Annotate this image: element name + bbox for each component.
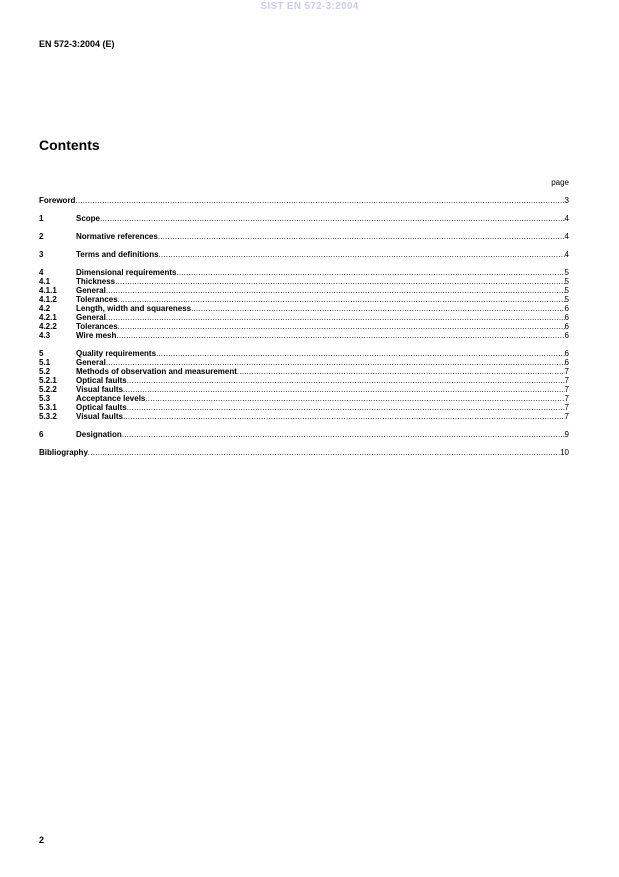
toc-entry-title: General (76, 286, 106, 295)
toc-entry-title: Dimensional requirements (76, 268, 177, 277)
toc-entry-title: Bibliography (39, 448, 88, 457)
toc-entry-number: 5.3.1 (39, 403, 57, 412)
toc-entry-title: Visual faults (76, 412, 123, 421)
toc-entry-title: Thickness (76, 277, 116, 286)
toc-entry-title: General (76, 358, 106, 367)
toc-entry-title: Foreword (39, 196, 76, 205)
toc-entry-page: 6 (564, 331, 569, 340)
toc-leader-dots (106, 286, 565, 295)
toc-entry-page: 7 (564, 376, 569, 385)
toc-leader-dots (100, 214, 565, 223)
toc-leader-dots (158, 232, 565, 241)
watermark: SIST EN 572-3:2004 (260, 1, 359, 12)
toc-entry-foreword[interactable] (39, 196, 569, 205)
toc-entry-page: 6 (564, 313, 569, 322)
toc-entry-title: Scope (76, 214, 101, 223)
toc-entry-page: 4 (564, 250, 569, 259)
toc-entry-page: 6 (564, 358, 569, 367)
toc-entry-page: 3 (564, 196, 569, 205)
toc-entry-5-2-2[interactable] (39, 385, 569, 394)
toc-entry-page: 6 (564, 349, 569, 358)
toc-entry-title: Visual faults (76, 385, 123, 394)
toc-leader-dots (75, 196, 564, 205)
toc-entry-4-1-2[interactable] (39, 295, 569, 304)
toc-leader-dots (159, 250, 565, 259)
document-id: EN 572-3:2004 (E) (39, 39, 115, 49)
toc-entry-title: Methods of observation and measurement (76, 367, 237, 376)
toc-entry-page: 4 (564, 232, 569, 241)
toc-leader-dots (106, 358, 565, 367)
toc-entry-page: 5 (564, 286, 569, 295)
toc-entry-title: Quality requirements (76, 349, 157, 358)
page-column-label: page (551, 178, 569, 187)
toc-entry-page: 7 (564, 403, 569, 412)
toc-entry-page: 10 (560, 448, 569, 457)
toc-entry-number: 4.2.1 (39, 313, 57, 322)
toc-leader-dots (116, 331, 564, 340)
toc-entry-title: Length, width and squareness (76, 304, 192, 313)
toc-entry-title: Optical faults (76, 376, 127, 385)
toc-entry-3[interactable] (39, 250, 569, 259)
toc-entry-4-2-1[interactable] (39, 313, 569, 322)
toc-leader-dots (115, 277, 564, 286)
toc-entry-number: 4.3 (39, 331, 51, 340)
toc-entry-number: 4.2 (39, 304, 51, 313)
toc-leader-dots (156, 349, 565, 358)
toc-entry-1[interactable] (39, 214, 569, 223)
table-of-contents (39, 196, 569, 457)
toc-entry-page: 7 (564, 367, 569, 376)
toc-entry-number: 1 (39, 214, 44, 223)
toc-entry-number: 6 (39, 430, 44, 439)
toc-entry-number: 5.3.2 (39, 412, 57, 421)
toc-entry-4[interactable] (39, 268, 569, 277)
toc-entry-page: 5 (564, 277, 569, 286)
toc-entry-page: 7 (564, 394, 569, 403)
toc-entry-number: 5 (39, 349, 44, 358)
toc-entry-number: 5.1 (39, 358, 51, 367)
toc-leader-dots (118, 295, 565, 304)
toc-entry-5-3-2[interactable] (39, 412, 569, 421)
toc-entry-page: 7 (564, 385, 569, 394)
toc-entry-2[interactable] (39, 232, 569, 241)
toc-entry-4-2[interactable] (39, 304, 569, 313)
toc-entry-number: 3 (39, 250, 44, 259)
toc-entry-4-2-2[interactable] (39, 322, 569, 331)
toc-entry-page: 7 (564, 412, 569, 421)
toc-entry-number: 5.2 (39, 367, 51, 376)
toc-leader-dots (176, 268, 564, 277)
toc-entry-title: Normative references (76, 232, 158, 241)
toc-entry-number: 4.1.1 (39, 286, 57, 295)
toc-leader-dots (118, 322, 565, 331)
toc-entry-5-2[interactable] (39, 367, 569, 376)
page-number: 2 (39, 835, 45, 845)
toc-leader-dots (127, 376, 565, 385)
toc-entry-4-3[interactable] (39, 331, 569, 340)
toc-entry-5[interactable] (39, 349, 569, 358)
toc-entry-page: 9 (564, 430, 569, 439)
toc-entry-page: 6 (564, 304, 569, 313)
contents-title: Contents (39, 137, 100, 153)
toc-entry-5-3[interactable] (39, 394, 569, 403)
toc-entry-title: Wire mesh (76, 331, 117, 340)
toc-entry-title: General (76, 313, 106, 322)
toc-entry-number: 4 (39, 268, 44, 277)
toc-entry-5-2-1[interactable] (39, 376, 569, 385)
toc-entry-page: 5 (564, 268, 569, 277)
toc-entry-page: 4 (564, 214, 569, 223)
toc-entry-number: 5.2.2 (39, 385, 57, 394)
toc-entry-page: 6 (564, 322, 569, 331)
toc-entry-number: 2 (39, 232, 44, 241)
toc-leader-dots (237, 367, 565, 376)
toc-leader-dots (122, 430, 565, 439)
toc-leader-dots (127, 403, 565, 412)
toc-entry-number: 5.2.1 (39, 376, 57, 385)
toc-leader-dots (106, 313, 565, 322)
toc-entry-title: Tolerances (76, 295, 118, 304)
toc-leader-dots (145, 394, 564, 403)
toc-leader-dots (123, 385, 565, 394)
toc-entry-number: 4.2.2 (39, 322, 57, 331)
toc-entry-title: Tolerances (76, 322, 118, 331)
toc-entry-number: 4.1.2 (39, 295, 57, 304)
toc-entry-title: Optical faults (76, 403, 127, 412)
toc-entry-5-1[interactable] (39, 358, 569, 367)
toc-entry-bibliography[interactable] (39, 448, 569, 457)
toc-entry-4-1-1[interactable] (39, 286, 569, 295)
toc-entry-title: Designation (76, 430, 122, 439)
toc-entry-title: Terms and definitions (76, 250, 159, 259)
toc-entry-6[interactable] (39, 430, 569, 439)
toc-entry-title: Acceptance levels (76, 394, 146, 403)
toc-entry-5-3-1[interactable] (39, 403, 569, 412)
toc-leader-dots (191, 304, 564, 313)
toc-leader-dots (88, 448, 560, 457)
toc-entry-4-1[interactable] (39, 277, 569, 286)
toc-entry-page: 5 (564, 295, 569, 304)
toc-entry-number: 4.1 (39, 277, 51, 286)
toc-leader-dots (123, 412, 565, 421)
toc-entry-number: 5.3 (39, 394, 51, 403)
